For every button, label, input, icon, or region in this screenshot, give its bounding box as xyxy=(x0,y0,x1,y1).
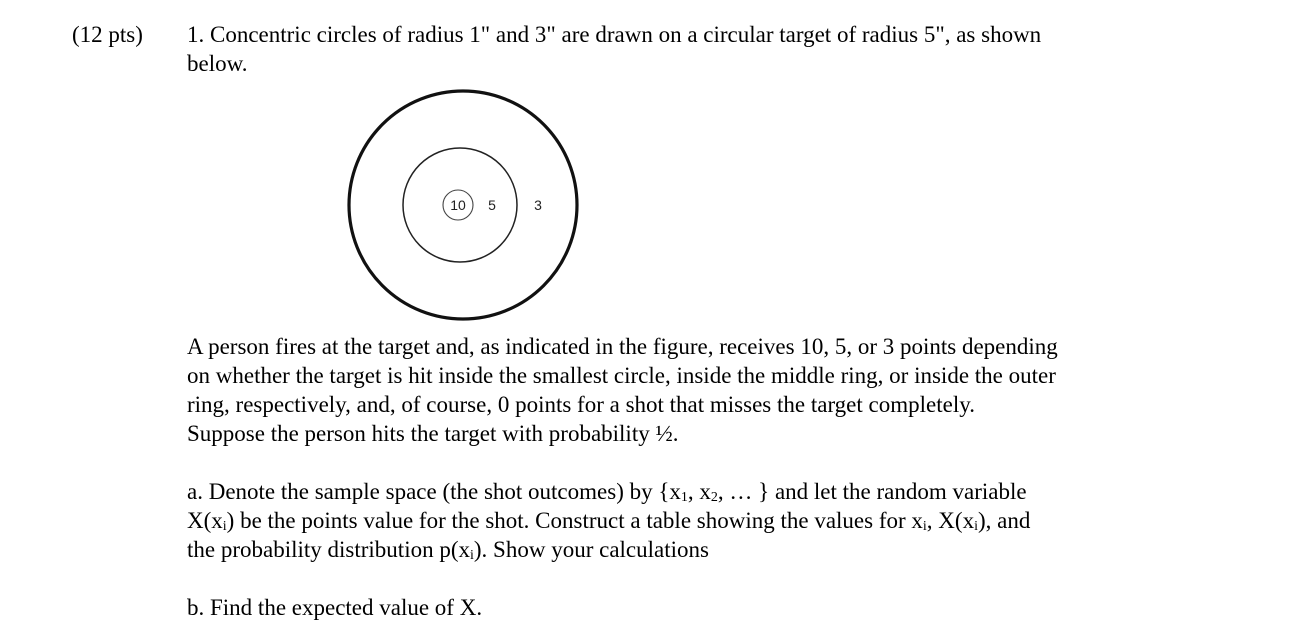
part-a-text: , X(x xyxy=(926,508,975,533)
part-a-line-2 xyxy=(187,506,1167,535)
paragraph-line-1: A person fires at the target and, as indicated in the figure, receives 10, 5, or 3 points depending xyxy=(187,334,1058,359)
subscript: 1 xyxy=(680,490,688,505)
part-a-text: X(x xyxy=(187,508,223,533)
part-b xyxy=(187,593,1167,622)
intro-line-2: below. xyxy=(187,51,248,76)
target-figure xyxy=(343,88,583,328)
problem-paragraph xyxy=(187,332,1167,448)
part-a-line-3 xyxy=(187,535,1167,564)
intro-line-1: 1. Concentric circles of radius 1" and 3" are drawn on a circular target of radius 5", as shown xyxy=(187,22,1042,47)
paragraph-line-2: on whether the target is hit inside the smallest circle, inside the middle ring, or inside the outer xyxy=(187,363,1056,388)
part-a-text: ), and xyxy=(977,508,1031,533)
part-a xyxy=(187,477,1167,564)
target-svg xyxy=(343,88,583,328)
paragraph-line-3: ring, respectively, and, of course, 0 points for a shot that misses the target completely. xyxy=(187,392,975,417)
outer-score-label: 3 xyxy=(534,197,542,213)
part-a-text: ). Show your calculations xyxy=(473,537,709,562)
subscript: i xyxy=(922,519,927,534)
subscript: i xyxy=(470,548,474,563)
part-a-text: , … } and let the random variable xyxy=(717,479,1027,504)
part-a-text: the probability distribution p(x xyxy=(187,537,470,562)
paragraph-line-4: Suppose the person hits the target with probability ½. xyxy=(187,421,679,446)
part-a-text: , x xyxy=(687,479,711,504)
middle-score-label: 5 xyxy=(488,197,496,213)
part-a-text: a. Denote the sample space (the shot outcomes) by {x xyxy=(187,479,681,504)
subscript: 2 xyxy=(710,490,718,505)
part-b-line: b. Find the expected value of X. xyxy=(187,595,483,620)
part-a-text: ) be the points value for the shot. Construct a table showing the values for x xyxy=(226,508,923,533)
subscript: i xyxy=(974,519,978,534)
question-intro xyxy=(187,20,1167,78)
inner-score-label: 10 xyxy=(450,197,466,213)
part-a-line-1 xyxy=(187,477,1167,506)
points-value: (12 pts) xyxy=(72,22,143,47)
subscript: i xyxy=(222,519,227,534)
